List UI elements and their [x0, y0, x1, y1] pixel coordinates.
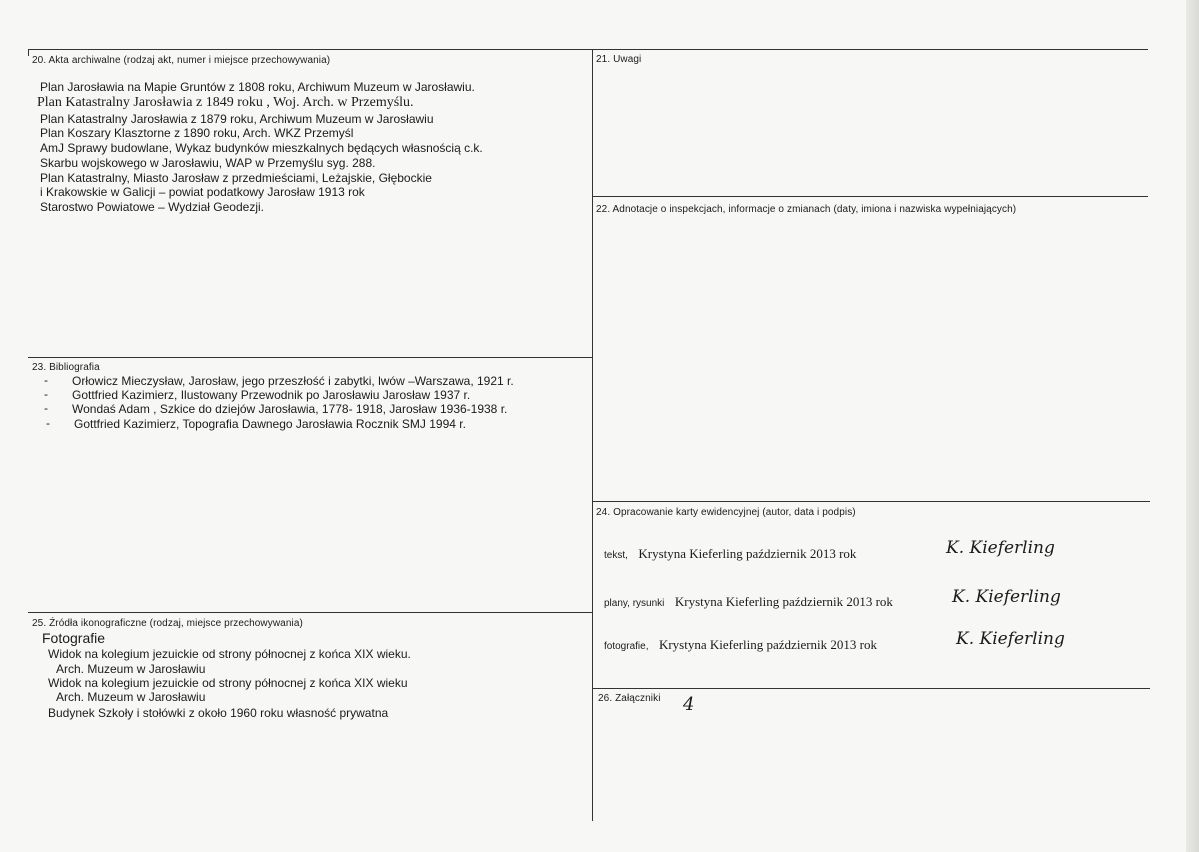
- signature-label: plany, rysunki: [604, 598, 665, 609]
- signature-row-text: [604, 545, 856, 563]
- signature-value: Krystyna Kieferling październik 2013 rok: [674, 594, 893, 609]
- bibliography-item: Orłowicz Mieczysław, Jarosław, jego przeszłość i zabytki, lwów –Warszawa, 1921 r.: [72, 374, 514, 388]
- middle-divider: [592, 49, 593, 821]
- archival-line-5: AmJ Sprawy budowlane, Wykaz budynków mieszkalnych będących własnością c.k.: [40, 141, 483, 155]
- section-26-header: 26. Załączniki: [598, 693, 661, 704]
- divider-20-23: [28, 357, 592, 358]
- bibliography-item: Gottfried Kazimierz, Ilustowany Przewodnik po Jarosławiu Jarosław 1937 r.: [72, 388, 471, 402]
- bullet-dash: -: [44, 387, 48, 401]
- signature-value: Krystyna Kieferling październik 2013 rok: [658, 637, 877, 652]
- iconography-line: Budynek Szkoły i stołówki z około 1960 roku własność prywatna: [48, 706, 389, 720]
- attachments-count: 4: [683, 694, 695, 715]
- signature-label: fotografie,: [604, 641, 649, 652]
- archival-line-3: Plan Katastralny Jarosławia z 1879 roku, Archiwum Muzeum w Jarosławiu: [40, 112, 434, 126]
- signature-value: Krystyna Kieferling październik 2013 rok: [638, 546, 857, 561]
- archival-line-9: Starostwo Powiatowe – Wydział Geodezji.: [40, 200, 264, 214]
- bullet-dash: -: [46, 416, 50, 430]
- iconography-line: Arch. Muzeum w Jarosławiu: [56, 690, 206, 704]
- archival-line-7: Plan Katastralny, Miasto Jarosław z przedmieściami, Leżajskie, Głębockie: [40, 171, 432, 185]
- divider-22-24: [592, 501, 1150, 502]
- bibliography-item: Gottfried Kazimierz, Topografia Dawnego Jarosławia Rocznik SMJ 1994 r.: [74, 417, 466, 431]
- archival-line-6: Skarbu wojskowego w Jarosławiu, WAP w Przemyślu syg. 288.: [40, 156, 376, 170]
- divider-23-25: [28, 612, 592, 613]
- section-25-header: 25. Źródła ikonograficzne (rodzaj, miejsce przechowywania): [32, 618, 303, 629]
- section-20-header: 20. Akta archiwalne (rodzaj akt, numer i miejsce przechowywania): [32, 55, 331, 66]
- section-22-header: 22. Adnotacje o inspekcjach, informacje o zmianach (daty, imiona i nazwiska wypełniających): [596, 204, 1017, 215]
- handwritten-signature: K. Kieferling: [946, 538, 1055, 558]
- section-21-header: 21. Uwagi: [596, 54, 642, 65]
- handwritten-signature: K. Kieferling: [952, 587, 1061, 607]
- bullet-dash: -: [44, 373, 48, 387]
- bullet-dash: -: [44, 401, 48, 415]
- signature-label: tekst,: [604, 550, 628, 561]
- signature-row-photos: [604, 636, 877, 654]
- left-border: [28, 49, 29, 56]
- divider-21-22: [592, 196, 1148, 197]
- divider-24-26: [592, 688, 1150, 689]
- page-edge: [1186, 0, 1199, 852]
- top-border: [28, 49, 1148, 50]
- iconography-line: Widok na kolegium jezuickie od strony północnej z końca XIX wieku.: [48, 647, 411, 661]
- handwritten-signature: K. Kieferling: [956, 629, 1065, 649]
- signature-row-drawings: [604, 593, 893, 611]
- archival-line-8: i Krakowskie w Galicji – powiat podatkowy Jarosław 1913 rok: [40, 185, 365, 199]
- bibliography-item: Wondaś Adam , Szkice do dziejów Jarosławia, 1778- 1918, Jarosław 1936-1938 r.: [72, 402, 508, 416]
- archival-line-1: Plan Jarosławia na Mapie Gruntów z 1808 roku, Archiwum Muzeum w Jarosławiu.: [40, 80, 475, 94]
- section-23-header: 23. Bibliografia: [32, 362, 100, 373]
- section-24-header: 24. Opracowanie karty ewidencyjnej (autor, data i podpis): [596, 507, 856, 518]
- iconography-line: Arch. Muzeum w Jarosławiu: [56, 662, 206, 676]
- iconography-line: Widok na kolegium jezuickie od strony północnej z końca XIX wieku: [48, 676, 408, 690]
- iconography-title: Fotografie: [42, 630, 106, 646]
- archival-line-2: Plan Katastralny Jarosławia z 1849 roku , Woj. Arch. w Przemyślu.: [37, 95, 414, 110]
- archival-line-4: Plan Koszary Klasztorne z 1890 roku, Arch. WKZ Przemyśl: [40, 126, 354, 140]
